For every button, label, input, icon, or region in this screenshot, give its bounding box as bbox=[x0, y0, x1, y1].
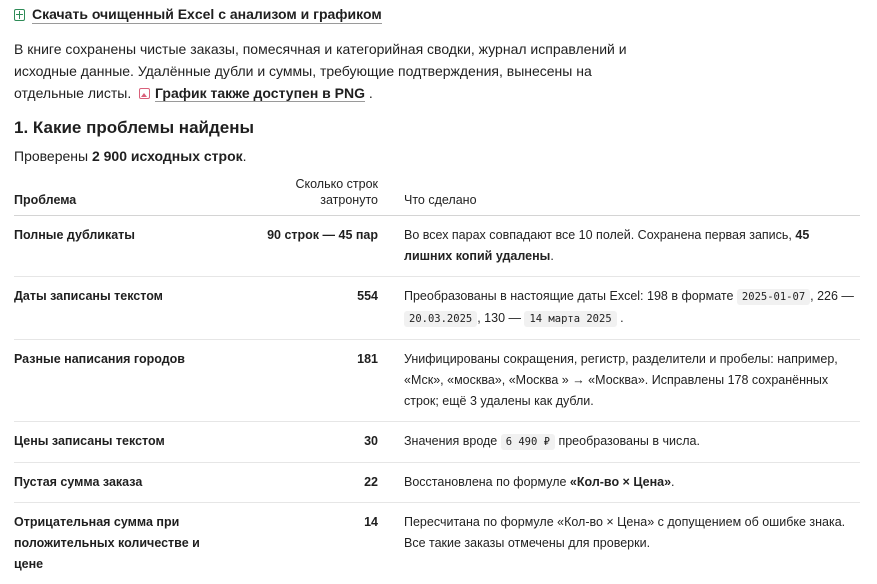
action-text: Значения вроде bbox=[404, 434, 501, 448]
row-count: 554 bbox=[228, 277, 378, 340]
row-count: 22 bbox=[228, 463, 378, 503]
download-excel-link[interactable]: Скачать очищенный Excel с анализом и графиком bbox=[32, 6, 382, 24]
row-problem: Разные написания городов bbox=[14, 340, 228, 422]
checked-count: 2 900 исходных строк bbox=[92, 148, 243, 164]
row-problem: Полные дубликаты bbox=[14, 216, 228, 277]
table-row bbox=[14, 277, 860, 340]
download-line bbox=[14, 5, 382, 25]
action-text: Во всех парах совпадают все 10 полей. Сохранена первая запись, bbox=[404, 228, 795, 242]
row-problem: Цены записаны текстом bbox=[14, 422, 228, 463]
table-header-row bbox=[14, 176, 860, 216]
action-bold: «Кол-во × Цена» bbox=[570, 475, 671, 489]
row-action bbox=[378, 216, 860, 277]
table-row bbox=[14, 216, 860, 277]
checked-suffix: . bbox=[243, 148, 247, 164]
code-price: 6 490 ₽ bbox=[501, 434, 555, 450]
header-count-line1: Сколько строк bbox=[295, 177, 378, 191]
row-count: 30 bbox=[228, 422, 378, 463]
checked-prefix: Проверены bbox=[14, 148, 92, 164]
table-row bbox=[14, 422, 860, 463]
action-text: преобразованы в числа. bbox=[555, 434, 700, 448]
row-action: Пересчитана по формуле «Кол-во × Цена» с допущением об ошибке знака. Все такие заказы отмечены для проверки. bbox=[378, 503, 860, 584]
code-date-iso: 2025-01-07 bbox=[737, 289, 810, 305]
row-action bbox=[378, 422, 860, 463]
row-count: 14 bbox=[228, 503, 378, 584]
header-action: Что сделано bbox=[378, 176, 860, 216]
intro-tail: . bbox=[369, 85, 373, 101]
code-date-text: 14 марта 2025 bbox=[524, 311, 616, 327]
row-count: 181 bbox=[228, 340, 378, 422]
image-file-icon bbox=[139, 88, 150, 99]
action-bold: 45 лишних копий удалены bbox=[404, 228, 809, 263]
header-count-line2: затронуто bbox=[320, 193, 378, 207]
row-problem: Даты записаны текстом bbox=[14, 277, 228, 340]
action-tail: . bbox=[620, 311, 623, 325]
intro-paragraph bbox=[14, 38, 664, 104]
row-action bbox=[378, 463, 860, 503]
intro-text: В книге сохранены чистые заказы, помесячная и категорийная сводки, журнал исправлений и исходные данные. Удалённые дубли и суммы, требующие подтверждения, вынесены на отдельные листы. bbox=[14, 41, 627, 101]
problems-table bbox=[14, 176, 860, 584]
table-row bbox=[14, 340, 860, 422]
row-count: 90 строк — 45 пар bbox=[228, 216, 378, 277]
action-text: Преобразованы в настоящие даты Excel: 198 в формате bbox=[404, 289, 737, 303]
action-text: , 226 — bbox=[810, 289, 854, 303]
png-chart-link[interactable]: График также доступен в PNG bbox=[155, 85, 365, 102]
header-count bbox=[228, 176, 378, 216]
section-title: 1. Какие проблемы найдены bbox=[14, 117, 254, 139]
code-date-dotted: 20.03.2025 bbox=[404, 311, 477, 327]
row-action bbox=[378, 277, 860, 340]
row-problem: Пустая сумма заказа bbox=[14, 463, 228, 503]
excel-file-icon bbox=[14, 9, 25, 21]
header-problem: Проблема bbox=[14, 176, 228, 216]
checked-summary bbox=[14, 146, 247, 166]
action-text: , 130 — bbox=[477, 311, 524, 325]
table-row bbox=[14, 463, 860, 503]
row-problem: Отрицательная сумма при положительных количестве и цене bbox=[14, 503, 228, 584]
action-tail: . bbox=[671, 475, 674, 489]
table-row bbox=[14, 503, 860, 584]
action-tail: . bbox=[550, 249, 553, 263]
action-text: Восстановлена по формуле bbox=[404, 475, 570, 489]
row-action: Унифицированы сокращения, регистр, разделители и пробелы: например, «Мск», «москва», «Москва » → «Москва». Исправлены 178 сохранённых строк; ещё 3 удалены как дубли. bbox=[378, 340, 860, 422]
